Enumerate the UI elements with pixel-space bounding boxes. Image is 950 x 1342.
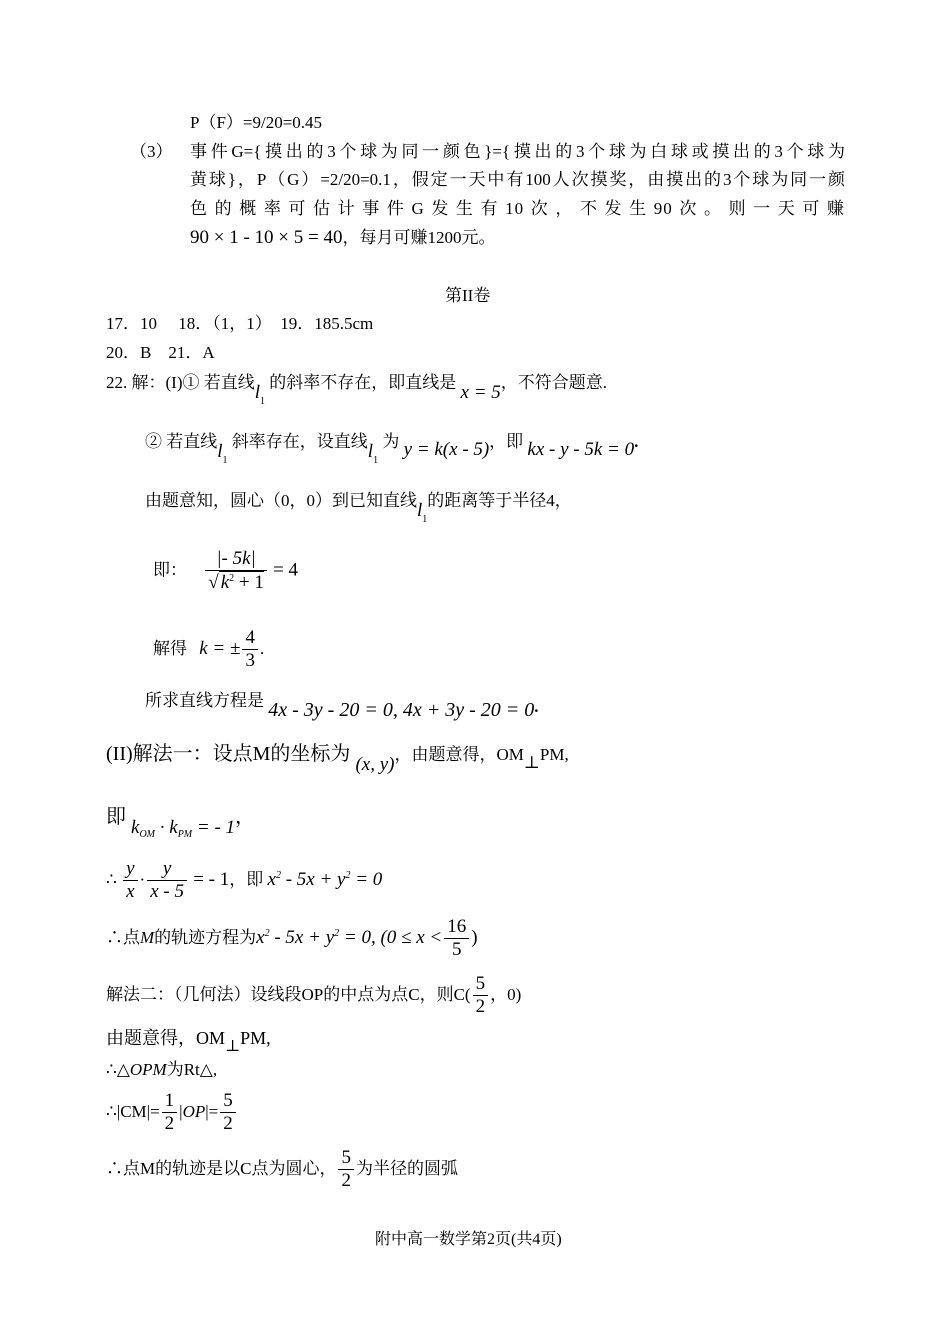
- q3-expression: 90 × 1 - 10 × 5 = 40: [190, 227, 343, 248]
- part2-line: [106, 742, 569, 775]
- radius-fraction: [338, 1147, 354, 1192]
- five-halves: [220, 1090, 236, 1135]
- equals-4: = 4: [273, 559, 299, 581]
- circle-sq1: 2: [275, 869, 281, 881]
- dot-op: ·: [155, 817, 170, 838]
- f2-den: x - 5: [147, 880, 187, 903]
- answer-text: 所求直线方程是: [145, 691, 264, 710]
- f2-num: y: [162, 858, 172, 879]
- k-plus-minus: k = ±: [199, 637, 241, 659]
- method2-line: [106, 973, 521, 1018]
- section-title: 第II卷: [445, 286, 491, 305]
- case2-text-c: 为: [382, 432, 400, 451]
- case2-text-b: 斜率存在，设直线: [231, 432, 368, 451]
- line-l1: l: [417, 500, 423, 521]
- k-pm: k: [169, 817, 178, 838]
- method2-line-2: [106, 1028, 271, 1055]
- method2-l2-a: 由题意得，OM: [106, 1028, 226, 1048]
- line-l1-sub: 1: [222, 455, 228, 466]
- pf-line: P（F）=9/20=0.45: [190, 113, 323, 132]
- fh-num: 5: [223, 1090, 233, 1111]
- k-numerator: 4: [245, 627, 255, 648]
- part2-text-b: ，由题意得，OM: [394, 745, 524, 764]
- q3-line-3: 色的概率可估计事件G发生有10次，不发生90次。则一天可赚: [190, 199, 845, 218]
- answer-dot: .: [534, 697, 539, 716]
- method2-line-3: [106, 1060, 217, 1080]
- equals-minus-1-b: = - 1: [193, 868, 230, 890]
- k-om: k: [131, 817, 140, 838]
- method2-text-a: 解法二：（几何法）设线段OP的中点为点C，则C(: [106, 985, 471, 1005]
- method2-line-5: [106, 1147, 458, 1192]
- line-l1-sub: 1: [373, 455, 379, 466]
- circle-mid: - 5x + y: [280, 868, 346, 890]
- method2-line-4: [106, 1090, 238, 1135]
- line-l1: l: [367, 441, 374, 462]
- line-l1-sub: 1: [260, 396, 266, 407]
- cm-label: ∴|CM|=: [106, 1102, 160, 1122]
- abs-5k: |- 5k|: [216, 548, 256, 569]
- distance-fraction: [205, 548, 267, 594]
- q22-intro-text: 22. 解：(I)① 若直线: [106, 373, 255, 392]
- distance-line: [145, 490, 572, 525]
- q3-line-2: 黄球}，P（G）=2/20=0.1，假定一天中有100人次摸奖，由摸出的3个球为同一颜: [190, 170, 845, 189]
- slope-product-line: [106, 805, 256, 840]
- bar-open: |: [179, 1102, 183, 1122]
- radius-den: 2: [338, 1169, 354, 1192]
- locus-num: 16: [447, 916, 467, 937]
- k-dot: .: [259, 639, 265, 659]
- answer-line: [145, 688, 539, 721]
- locus-text-a: ∴点: [106, 928, 140, 948]
- locus-mid: - 5x + y: [269, 926, 335, 948]
- circle-end: = 0: [350, 868, 383, 890]
- method2-l5-b: 为半径的圆弧: [355, 1159, 458, 1179]
- bar-close: |=: [205, 1102, 219, 1122]
- half-num: 1: [164, 1090, 175, 1111]
- y-over-x-minus-5: [147, 858, 187, 903]
- c-num: 5: [475, 973, 486, 994]
- q22-intro-mid: 的斜率不存在，即直线是: [269, 373, 457, 392]
- method2-l3-c: 为Rt△,: [166, 1060, 218, 1079]
- ji2-label: 即: [106, 806, 126, 828]
- locus-text-b: 的轨迹方程为: [154, 928, 257, 948]
- half-fraction: [162, 1090, 178, 1135]
- ji3-label: ，即: [229, 870, 264, 890]
- distance-text-a: 由题意知，圆心（0，0）到已知直线: [145, 491, 417, 510]
- method2-l3-a: ∴△: [106, 1060, 130, 1079]
- den-k: k: [220, 571, 230, 593]
- solve-line: [153, 627, 264, 672]
- distance-formula: [153, 548, 298, 594]
- locus-x: x: [256, 926, 265, 948]
- part2-text-a: (II)解法一：设点M的坐标为: [106, 743, 351, 765]
- method2-l2-b: PM,: [240, 1028, 271, 1048]
- answers-line-2: 20．B 21．A: [106, 343, 215, 362]
- radius-num: 5: [341, 1147, 351, 1168]
- locus-line: ∴点M的轨迹方程为$x^2 - 5x + y^2 = 0$, (0 ≤ x < $\frac{16}{5}$ ): [106, 916, 478, 960]
- c-fraction: [473, 973, 489, 1018]
- perpendicular-symbol: ⊥: [523, 753, 540, 772]
- q3-label: （3）: [130, 142, 173, 161]
- x-equals-5: x = 5: [460, 382, 501, 403]
- therefore-symbol: ∴: [106, 870, 117, 890]
- line-l1: l: [254, 382, 261, 403]
- method2-text-b: ，0): [490, 985, 522, 1005]
- case2-text-d: ，即: [489, 432, 524, 451]
- line-l1-sub: 1: [422, 514, 428, 525]
- q22-intro-tail: ，不符合题意.: [500, 373, 608, 392]
- equals-minus-1: = - 1: [196, 817, 236, 838]
- jiede-label: 解得: [153, 639, 187, 659]
- locus-den: 5: [444, 938, 469, 961]
- c-den: 2: [473, 995, 489, 1018]
- circle-x: x: [267, 868, 276, 890]
- locus-point-m: M: [140, 928, 155, 948]
- part2-text-c: PM,: [539, 745, 569, 764]
- product-equation-line: ∴ $\frac{y}{x}$ · $\frac{y}{x - 5}$ = - 1，即 $x^2 - 5x + y^2 = 0$: [106, 858, 383, 902]
- circle-sq2: 2: [345, 869, 351, 881]
- ji-label: 即：: [153, 560, 187, 580]
- den-plus-1: + 1: [234, 571, 264, 593]
- pm-sub: PM: [177, 829, 193, 840]
- slope-equation: y = k(x - 5): [403, 439, 490, 460]
- q22-intro: [106, 372, 608, 407]
- f1-num: y: [126, 858, 135, 879]
- sixteen-fifths: [444, 916, 469, 961]
- locus-range: = 0, (0 ≤ x <: [339, 926, 443, 948]
- answer-equations: 4x - 3y - 20 = 0, 4x + 3y - 20 = 0: [268, 699, 535, 721]
- point-xy: (x, y): [355, 754, 395, 775]
- k-denominator: 3: [242, 649, 258, 672]
- method2-l5-a: ∴点M的轨迹是以C点为圆心，: [106, 1159, 337, 1179]
- fraction-denominator: √ $k^2 + 1$: [205, 570, 267, 594]
- half-den: 2: [162, 1112, 178, 1135]
- fh-den: 2: [220, 1112, 236, 1135]
- k-fraction: [242, 627, 258, 672]
- q3-line-4: [190, 227, 495, 250]
- general-equation: kx - y - 5k = 0: [527, 439, 635, 460]
- distance-text-b: 的距离等于半径4，: [427, 491, 572, 510]
- op-segment: OP: [182, 1102, 206, 1122]
- page-footer: 附中高一数学第2页(共4页): [375, 1231, 562, 1248]
- q3-line-1: 事件G={摸出的3个球为同一颜色}={摸出的3个球为白球或摸出的3个球为: [190, 142, 845, 161]
- line-l1: l: [217, 441, 223, 462]
- den-square: 2: [229, 572, 235, 584]
- answers-line-1: 17．10 18．（1，1） 19．185.5cm: [106, 314, 374, 333]
- locus-close: ): [471, 926, 478, 948]
- ji2-tail: ，: [235, 806, 256, 828]
- case2-line: [145, 431, 639, 466]
- f1-den: x: [123, 880, 137, 903]
- case2-dot: .: [634, 432, 639, 451]
- perpendicular-symbol-2: ⊥: [225, 1038, 241, 1055]
- om-sub: OM: [139, 829, 155, 840]
- q3-tail: ，每月可赚1200元。: [342, 228, 496, 247]
- case2-text-a: ② 若直线: [145, 432, 218, 451]
- fraction-numerator: [205, 548, 267, 570]
- y-over-x: [123, 858, 137, 903]
- triangle-opm: OPM: [129, 1060, 167, 1079]
